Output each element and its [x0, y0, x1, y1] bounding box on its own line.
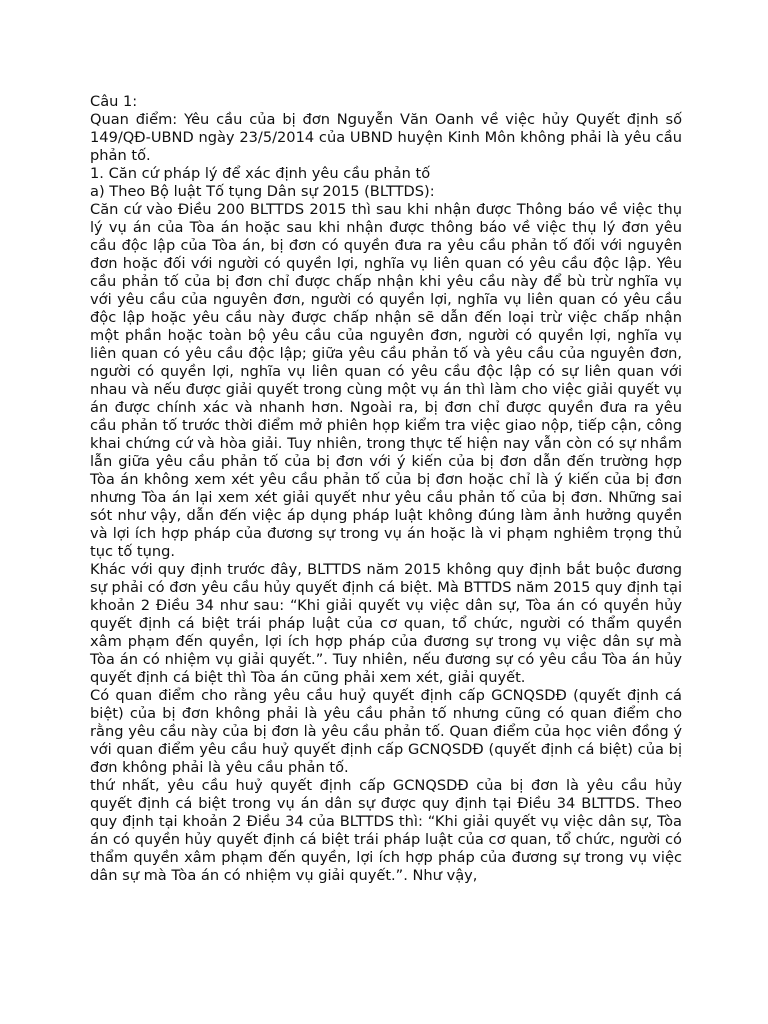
viewpoint-paragraph: Quan điểm: Yêu cầu của bị đơn Nguyễn Văn Oanh về việc hủy Quyết định số 149/QĐ-UBND ngày 23/5/2014 của UBND huyện Kinh Môn không phải là yêu cầu phản tố.: [90, 111, 682, 164]
question-heading: Câu 1:: [90, 93, 138, 110]
body-paragraph: thứ nhất, yêu cầu huỷ quyết định cấp GCNQSDĐ của bị đơn là yêu cầu hủy quyết định cá biệt trong vụ án dân sự được quy định tại Điều 34 BLTTDS. Theo quy định tại khoản 2 Điều 34 của BLTTDS thì: “Khi giải quyết vụ việc dân sự, Tòa án có quyền hủy quyết định cá biệt trái pháp luật của cơ quan, tổ chức, người có thẩm quyền xâm phạm đến quyền, lợi ích hợp pháp của đương sự trong vụ việc dân sự mà Tòa án có nhiệm vụ giải quyết.”. Như vậy,: [90, 777, 682, 884]
subsection-heading: a) Theo Bộ luật Tố tụng Dân sự 2015 (BLTTDS):: [90, 183, 435, 200]
body-paragraph: Có quan điểm cho rằng yêu cầu huỷ quyết định cấp GCNQSDĐ (quyết định cá biệt) của bị đơn không phải là yêu cầu phản tố nhưng cũng có quan điểm cho rằng yêu cầu này của bị đơn là yêu cầu phản tố. Quan điểm của học viên đồng ý với quan điểm yêu cầu huỷ quyết định cấp GCNQSDĐ (quyết định cá biệt) của bị đơn không phải là yêu cầu phản tố.: [90, 687, 682, 776]
body-paragraph: Căn cứ vào Điều 200 BLTTDS 2015 thì sau khi nhận được Thông báo về việc thụ lý vụ án của Tòa án hoặc sau khi nhận được thông báo về việc thụ lý đơn yêu cầu độc lập của Tòa án, bị đơn có quyền đưa ra yêu cầu phản tố đối với nguyên đơn hoặc đối với người có quyền lợi, nghĩa vụ liên quan có yêu cầu độc lập. Yêu cầu phản tố của bị đơn chỉ được chấp nhận khi yêu cầu này để bù trừ nghĩa vụ với yêu cầu của nguyên đơn, người có quyền lợi, nghĩa vụ liên quan có yêu cầu độc lập hoặc yêu cầu này được chấp nhận sẽ dẫn đến loại trừ việc chấp nhận một phần hoặc toàn bộ yêu cầu của nguyên đơn, người có quyền lợi, nghĩa vụ liên quan có yêu cầu độc lập; giữa yêu cầu phản tố và yêu cầu của nguyên đơn, người có quyền lợi, nghĩa vụ liên quan có yêu cầu độc lập có sự liên quan với nhau và nếu được giải quyết trong cùng một vụ án thì làm cho việc giải quyết vụ án được chính xác và nhanh hơn. Ngoài ra, bị đơn chỉ được quyền đưa ra yêu cầu phản tố trước thời điểm mở phiên họp kiểm tra việc giao nộp, tiếp cận, công khai chứng cứ và hòa giải. Tuy nhiên, trong thực tế hiện nay vẫn còn có sự nhầm lẫn giữa yêu cầu phản tố của bị đơn với ý kiến của bị đơn dẫn đến trường hợp Tòa án không xem xét yêu cầu phản tố của bị đơn hoặc chỉ là ý kiến của bị đơn nhưng Tòa án lại xem xét giải quyết như yêu cầu phản tố của bị đơn. Những sai sót như vậy, dẫn đến việc áp dụng pháp luật không đúng làm ảnh hưởng quyền và lợi ích hợp pháp của đương sự trong vụ án hoặc là vi phạm nghiêm trọng thủ tục tố tụng.: [90, 201, 683, 560]
body-paragraph: Khác với quy định trước đây, BLTTDS năm 2015 không quy định bắt buộc đương sự phải có đơn yêu cầu hủy quyết định cá biệt. Mà BTTDS năm 2015 quy định tại khoản 2 Điều 34 như sau: “Khi giải quyết vụ việc dân sự, Tòa án có quyền hủy quyết định cá biệt trái pháp luật của cơ quan, tổ chức, người có thẩm quyền xâm phạm đến quyền, lợi ích hợp pháp của đương sự trong vụ việc dân sự mà Tòa án có nhiệm vụ giải quyết.”. Tuy nhiên, nếu đương sự có yêu cầu Tòa án hủy quyết định cá biệt thì Tòa án cũng phải xem xét, giải quyết.: [90, 561, 682, 686]
section-heading: 1. Căn cứ pháp lý để xác định yêu cầu phản tố: [90, 165, 431, 182]
document-page: [90, 93, 682, 885]
